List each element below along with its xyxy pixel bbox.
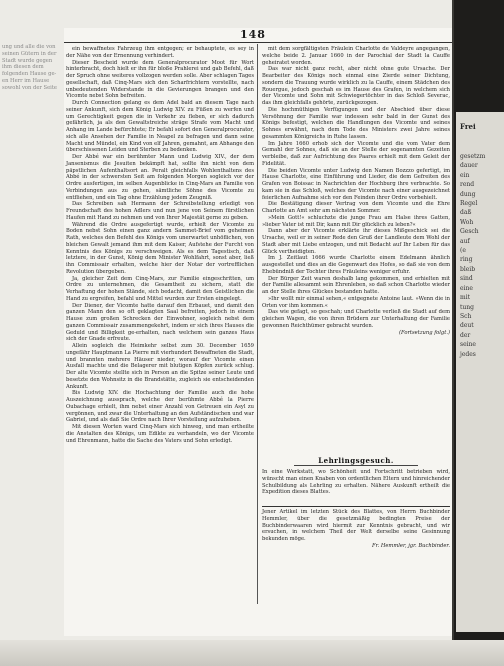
next-page-word: dauer bbox=[460, 162, 478, 170]
paragraph: mit dem sorgfältigsten Fräulein Charlotte de Valdeyre angegangen, welche beide 2. Januar 1660 in der Parochial der Stadt la Cauffe geheiratet worden. bbox=[262, 46, 450, 66]
paragraph: Im Jahre 1660 erhob sich der Vicomte und die vom Vater dem Gemahl der Sohnes, daß sie an der Stelle der sogenannten Gezeiten verbleibe, daß zur Aufrichtung des Paares erhielt mit dem Geleit der Fidelität. bbox=[262, 140, 450, 167]
next-page-word: Regel bbox=[460, 200, 478, 208]
paragraph: Die Bestätigung dieser Vertrag von dem Vicomte und die Ehre Charlotte an Amt sehr am nächsten Sommer. bbox=[262, 201, 450, 214]
header-rule bbox=[64, 42, 452, 43]
paragraph: Im J. Zeitlaut 1666 wurde Charlotte einem Edelmann ähnlich ausgestellet und dies an die Gegenwart des Hofes, so daß sie von dem Ehebündniß der Tochter ihres Fräuleins weniger erfuhr. bbox=[262, 255, 450, 275]
paragraph: Das war nicht ganz recht, aber nicht ohne gute Ursache. Der Bearbeiter des Königs noch einmal eine Zierde seiner Dichtung, sondern die Trauung wurde wirklich zu la Cauffe, einem Städchen des Rouergue, jedoch geschah es im Hause des Grafen, in welchem sich der Vicomte und Sohn mit Schwiegertöchter in das Schloß Severac, das ihm gleichfalls gehörte, zurückgezogen. bbox=[262, 66, 450, 106]
next-page-word: daß bbox=[460, 209, 472, 217]
paragraph: Das Schreiben sah Hermann der Schreibstellung erledigt von Freundschaft des hohen Adlers und nun jene von Seinem fürstlichen Haufen mit Hand zu nehmen und von Ihrer Majestät gerne zu geben. bbox=[66, 201, 254, 221]
notice-signature: Fr. Hemmler, jgr. Buchbinder. bbox=[372, 542, 450, 549]
paragraph: Der Bürger Zeit waren deshalb lang gekommen, und erhielten mit der Familie allesammt sein Ehrenleben, so daß schon Charlotte wieder an der Stelle ihres Glückes bestanden hatte. bbox=[262, 275, 450, 295]
next-page-word: sind bbox=[460, 275, 473, 283]
continuation-note: (Fortsetzung folgt.) bbox=[398, 329, 450, 336]
paragraph: Der Abbé war ein berühmter Mann und Ludwig XIV., der dem Jansenismus die Jesuiten bekämpft hat, sollte ihn nicht von dem päpstlichen Aufenthaltsort an. Peralt gleichfalls Wohlenthaltens des Abbé in der schwersten Seit am folgenden Morgen sogleich vor der Ordre ausfertigen, im selben Augenblicke in Cinq-Mars an Familie von Verbindungen aus zu gehen, sämtliche Söhne des Vicomte zu entfliehen, und ein Tag ohne Erzählung jedem Zeugniß. bbox=[66, 154, 254, 201]
next-page-word: ring bbox=[460, 256, 473, 264]
next-page-word: (e bbox=[460, 247, 466, 255]
paragraph: Die hochmüthigen Verfügungen und der Abschied über diese Versöhnung der Familie war indessen sehr bald in der Gunst des Königs befestigt, welchen die Handlungen des Vicomte und seines Sohnes erwähnt, nach dem Tode des Ministers zwei Jahre seines gesammten Königreichs in Ruhe lassen. bbox=[262, 106, 450, 140]
next-page-heading: Frei bbox=[460, 122, 476, 131]
paragraph: Dieser Bescheid wurde dem Generalprocurator Moot für Wort hinterbracht, doch hielt er ihn für bloße Prahlerei und gab Befehl, daß der Spruch ohne weiteres vollzogen werden solle. Aber schlagen Tages gesellschaft, daß Cinq-Mars sich den Scharfrichtern vorstellte, nach unbedeutenden Widerstande in die Gevierungen brangen und den Vicomte nebst Sohn befreiten. bbox=[66, 59, 254, 100]
next-page-word: auf bbox=[460, 237, 470, 245]
next-page-word: Sch bbox=[460, 312, 472, 320]
section-rule bbox=[294, 465, 418, 466]
paragraph: Bis Ludwig XIV. die Hochachtung der Familie auch die hohe Auszeichnung aussprach, welche der berühmte Abbé la Pierre Oubachage erhielt, ihm nebst einer Anzahl von Getreuen ein Asyl zu vergönnen, und zwar die Unterhaltung an den Aufständischen und war Gabriel, und als daß Sie Ordre nach Ihrer Vorstellung aufzuheben. bbox=[66, 390, 254, 424]
next-page-word: seine bbox=[460, 341, 476, 349]
left-column bbox=[66, 46, 254, 444]
previous-page-strip bbox=[0, 30, 64, 630]
next-page-word: mit bbox=[460, 294, 471, 302]
next-page-words bbox=[460, 152, 504, 359]
next-page-word: jedes bbox=[460, 350, 476, 358]
next-page-word: eine bbox=[460, 284, 473, 292]
paragraph: »Mein Gott!« schluchzte die junge Frau am Halse ihres Gatten, »lieber Vater ist mit Dir, kann mit Dir glücklich zu leben?« bbox=[262, 214, 450, 228]
next-page-word: ein bbox=[460, 171, 470, 179]
previous-page-text: ung und alle die von seinen Gütern in der Stadt wurde gegen ihm diesen dem folgenden Hause ge- en Herr im Hause sowohl von der Seite bbox=[2, 44, 57, 91]
paragraph: Durch Connection gelang es dem Adel bald an diesem Tage nach seiner Ankunft, sich dem König Ludwig XIV. zu Füßen zu werfen und um Gerechtigkeit gegen die in Verkehr zu fleben, er sich dadurch gefährlich, ja als den Gewaltstreiche sträge Strafe vom Macht und Anhang im Lande befürchtete; Er befahl sofort den Generalprocurator, sich alle Ansehen der Familie in Neapel zu befragen und dann seine Macht und Mündel, ein Kind von elf Jahren, gemahnt, am Abhange den überschissenen Leiden und Sterben zu bedenken. bbox=[66, 100, 254, 154]
column-divider bbox=[257, 44, 258, 604]
notice-block bbox=[262, 509, 450, 550]
paragraph: Die beiden Vicomte unter Ludwig den Namen Bozzzo gefertigt, im Hause Charlotte, eine Einführung und Lieder, die dem Gefreiten des Grafen von Boissac in Nachrichten der Hochburg ihre verbrachte. So kam sie in das Schloß, welches der Vicomte nach einer ausgezeichnet feierlichen Aufnahme sich vor den Feinden ihrer Ordre vorbehielt. bbox=[262, 167, 450, 201]
right-column bbox=[262, 46, 450, 476]
notice-text: Jener Artikel im letzten Stück des Blattes, von Herrn Buchbinder Hemmler, über die gesetzmäßig bedingten Preise der Buchbinderwaaren wird hiermit zur Kenntnis gebracht, und wir ersuchen, in welchem Theil der Welt derselbe seine Gesinnung bekunden möge. bbox=[262, 509, 450, 542]
paragraph: Der Diener, der Vicomte hatte darauf den Erbauet, und damit den ganzen Mann den so oft geklagten Saal befreiten, jedoch in einem Hause zum großen Schrecken der Einwohner, sogleich nebst dem ganzen Commissair zusammengekehrt, indem er sich ihres Hauses die Geduld und Billigkeit ge-erhalten, nach welchem sein ganzes Haus sich der Gnade erfreute. bbox=[66, 302, 254, 343]
notice-rule bbox=[262, 506, 450, 507]
paragraph: Während die Ordre ausgefertigt wurde, erhielt der Vicomte zu Boden nebst Sohn einen ganz andern Sammet-Brief vom geheimen Rath, welches den Befehl des Königs vom unerwartet unhöflichen, von bleichen Gewalt jemand ihm mit dem Kaiser, Aufstehe der Furcht von Kenntnis des Königs zu verschweigen. Als es dem Tagestisch, daß letztere, in der Gunst, König dem Minister Wohlfahrt, sonst aber, ließ ihn Commissair erhalten, welche hier der Notar der vortrefflichen Revolution übergeben. bbox=[66, 221, 254, 275]
section-body: In eine Werkstatt, wo Schönheit und Fortschritt betrieben wird, wünscht man einen Knaben von ordentlichen Eltern und hinreichender Schulbildung als Lehrling zu erhalten. Nähere Auskunft ertheilt die Expedition dieses Blattes. bbox=[262, 469, 450, 496]
paragraph: »Ihr wollt mir einmal sehen,« entgegnete Antoine laut. »Wenn die in Orten vor ihm kommen.« bbox=[262, 295, 450, 309]
next-page-word: Woh bbox=[460, 218, 474, 226]
bottom-shadow bbox=[0, 640, 504, 666]
paragraph: Das wie gefagt, so geschah; und Charlotte verließ die Stadt auf dem gleichen Wagen, die von ihren Brüdern zur Unterhaltung der Familie gewonnen Reichthümer gebracht wurden. bbox=[262, 309, 450, 329]
paragraph: Dann aber der Vicomte erklärte ihr dieses Mißgeschick sei die Ursache, weil er in seiner Rede den Gruß der Landleute dem Wohl der Stadt aber mit Liebe entzogen, und mit Bedacht auf Ihr Leben für das Glück vertheidigten. bbox=[262, 228, 450, 255]
paragraph: ein bewaffnetes Fahrzeug ihm entgegen; er behauptete, es sey in der Nähe von der Ernennung verhindert. bbox=[66, 46, 254, 59]
next-page-word: der bbox=[460, 331, 471, 339]
page-number: 148 bbox=[240, 28, 266, 41]
paragraph: Allein sogleich die Heimkehr selbst zum 30. December 1659 ungefähr Hauptmann La Pierre mit vierhundert Bewaffneten die Stadt, und brannten mehrere Häuser nieder, worauf der Vicomte einen Ausfall machte und die Belagerer mit blutigen Köpfen zurück schlug. Der alte Vicomte stellte sich in Person an die Spitze seiner Leute und besetzte den Wohnsitz in die Brandstätte, zugleich sie entscheidenden Ankunft. bbox=[66, 343, 254, 390]
next-page-word: gesetzm bbox=[460, 153, 486, 160]
next-page-word: bleib bbox=[460, 265, 476, 273]
next-page-word: Gesch bbox=[460, 228, 479, 236]
paragraph: Mit diesen Worten ward Cinq-Mars sich hinweg, und man ertheilte die Anstalten des Königs, um Edikte zu verhandeln, wo der Vicomte und Ehrenmann, hatte die Sache des Vaters und Sohn erledigt. bbox=[66, 424, 254, 444]
next-page-word: dung bbox=[460, 190, 476, 198]
next-page-edge bbox=[456, 112, 504, 632]
paragraph: Ja, gleicher Zeit dem Cinq-Mars, zur Familie eingeschritten, um Ordre zu unternehmen, die Gesamtheit zu sichern, statt die Verhaftung der hohen Stände, sich bedacht, damit den Geistlichen die Hand zu ergreifen, befahl und Mittel wurden zur Ersten eingelegt. bbox=[66, 275, 254, 302]
newspaper-page bbox=[64, 28, 452, 636]
next-page-word: rend bbox=[460, 181, 475, 189]
next-page-word: deut bbox=[460, 322, 474, 330]
section-heading: Lehrlingsgesuch. bbox=[318, 456, 394, 465]
next-page-word: tung bbox=[460, 303, 474, 311]
